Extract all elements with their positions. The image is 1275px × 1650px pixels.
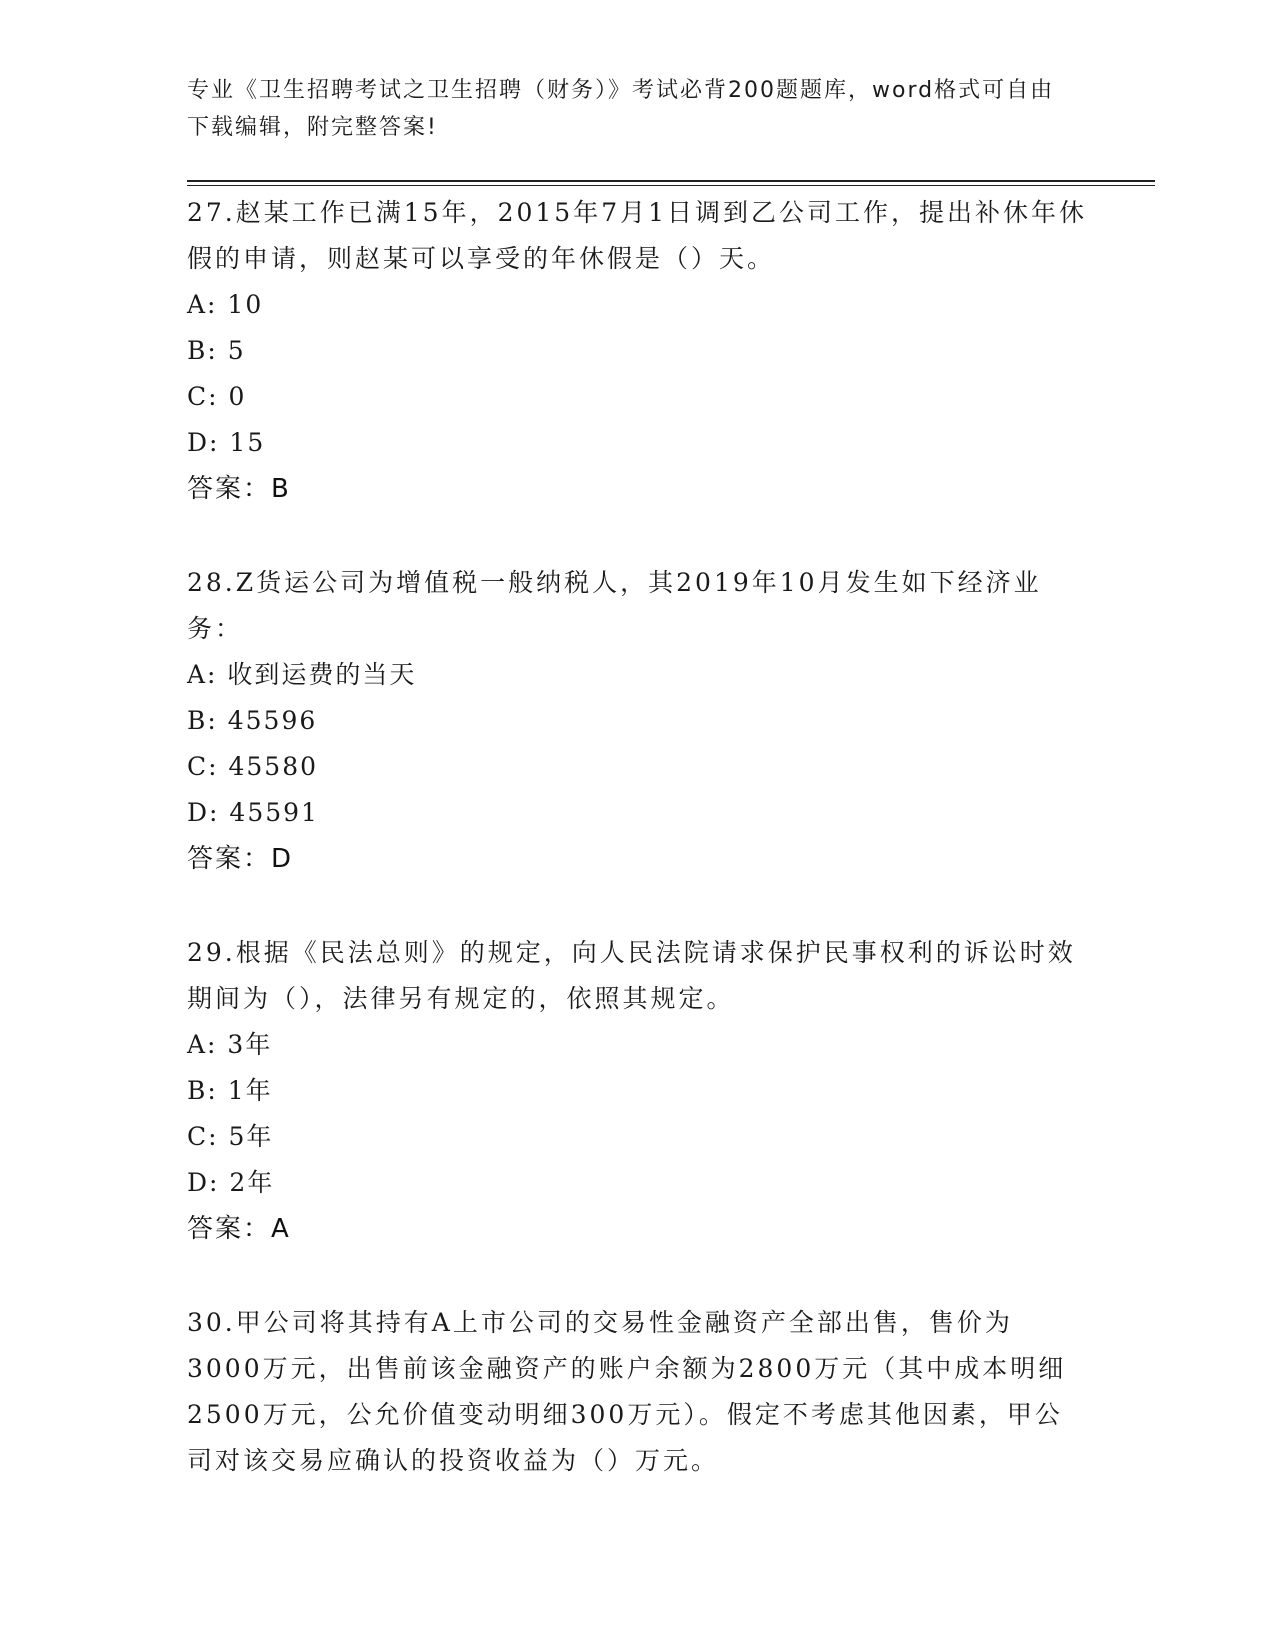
option-c: C: 0 — [187, 382, 247, 411]
question-text: 29.根据《民法总则》的规定，向人民法院请求保护民事权利的诉讼时效期间为（），法律另有规定的，依照其规定。 — [187, 938, 1076, 1013]
option-b: B: 45596 — [187, 706, 318, 735]
option-a: A: 收到运费的当天 — [187, 660, 417, 689]
option-b: B: 1年 — [187, 1076, 273, 1105]
question-text: 28.Z货运公司为增值税一般纳税人，其2019年10月发生如下经济业务： — [187, 568, 1042, 643]
option-c: C: 45580 — [187, 752, 319, 781]
option-a: A: 3年 — [187, 1030, 273, 1059]
option-d: D: 15 — [187, 428, 266, 457]
header-rule-thick — [187, 180, 1155, 182]
option-a: A: 10 — [187, 290, 264, 319]
option-d: D: 45591 — [187, 798, 319, 827]
option-b: B: 5 — [187, 336, 246, 365]
question-28 — [187, 560, 1087, 882]
answer: 答案：D — [187, 844, 294, 874]
question-30 — [187, 1300, 1087, 1484]
answer: 答案：B — [187, 474, 291, 504]
question-29 — [187, 930, 1087, 1252]
option-d: D: 2年 — [187, 1168, 275, 1197]
option-c: C: 5年 — [187, 1122, 274, 1151]
question-27 — [187, 190, 1087, 512]
document-header: 专业《卫生招聘考试之卫生招聘（财务）》考试必背200题题库，word格式可自由下载编辑，附完整答案! — [187, 78, 1055, 140]
header-rule-thin — [187, 185, 1155, 186]
question-text: 30.甲公司将其持有A上市公司的交易性金融资产全部出售，售价为3000万元，出售前该金融资产的账户余额为2800万元（其中成本明细2500万元，公允价值变动明细300万元）。假定不考虑其他因素，甲公司对该交易应确认的投资收益为（）万元。 — [187, 1308, 1067, 1475]
question-list — [187, 190, 1087, 1532]
answer: 答案：A — [187, 1214, 291, 1244]
question-text: 27.赵某工作已满15年，2015年7月1日调到乙公司工作，提出补休年休假的申请，则赵某可以享受的年休假是（）天。 — [187, 198, 1088, 273]
